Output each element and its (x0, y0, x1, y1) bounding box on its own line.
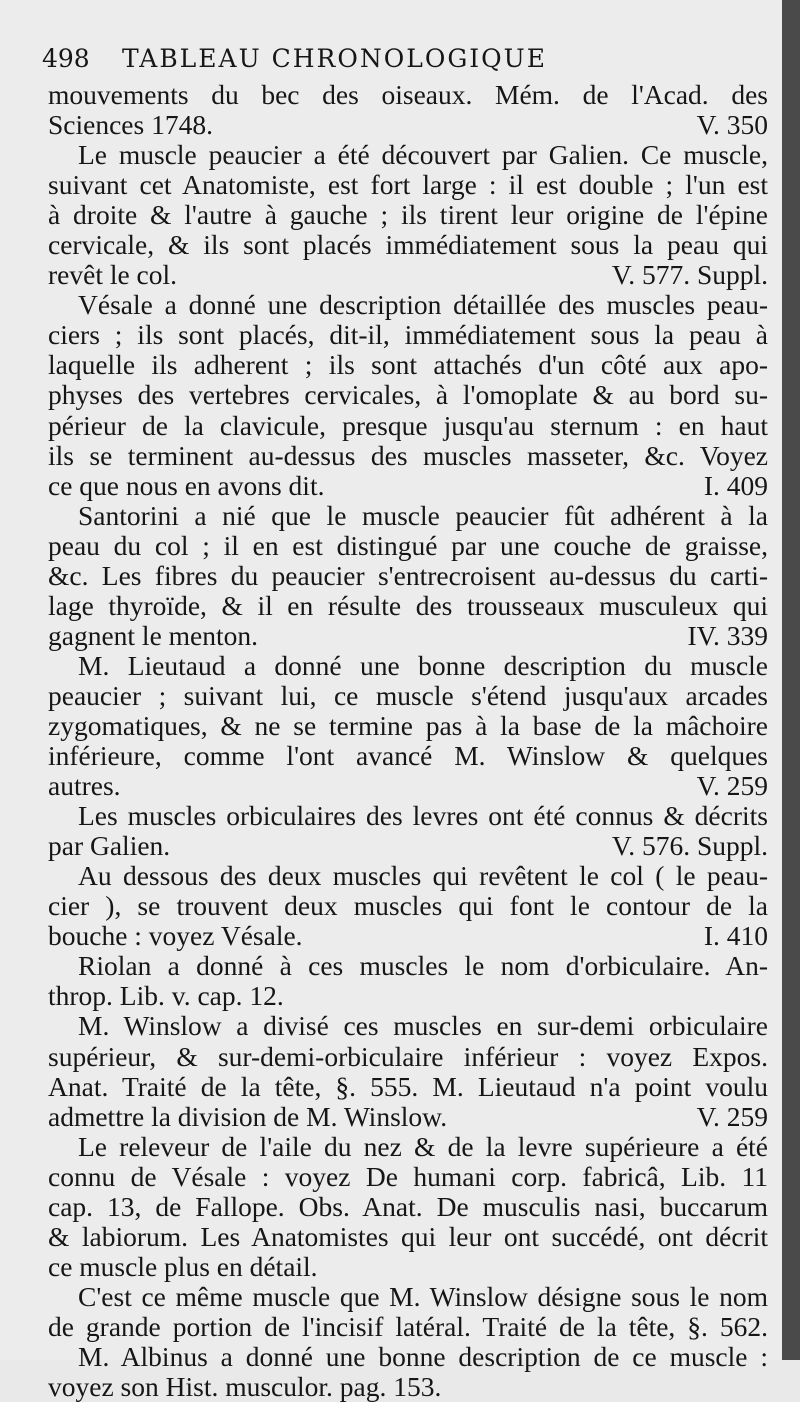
volume-reference: I. 410 (703, 921, 768, 952)
volume-reference: IV. 339 (687, 620, 768, 651)
line-text: revêt le col. (48, 260, 178, 291)
line-text: par Galien. (48, 831, 171, 862)
text-line (48, 771, 768, 801)
text-line: Vésale a donné une description détaillée des muscles peau- (78, 290, 768, 321)
line-text: Sciences 1748. (48, 110, 213, 141)
text-line: & labiorum. Les Anatomistes qui leur ont succédé, ont décrit (48, 1221, 768, 1252)
text-line: throp. Lib. v. cap. 12. (48, 981, 284, 1012)
text-line (48, 260, 768, 290)
text-line: ce muscle plus en détail. (48, 1251, 318, 1282)
running-title: TABLEAU CHRONOLOGIQUE (121, 44, 547, 73)
volume-reference: V. 350 (696, 110, 768, 141)
text-line: cap. 13, de Fallope. Obs. Anat. De musculis nasi, buccarum (48, 1191, 768, 1222)
text-line: Les muscles orbiculaires des levres ont été connus & décrits (78, 801, 768, 832)
text-line: voyez son Hist. musculor. pag. 153. (48, 1372, 442, 1402)
text-line: M. Winslow a divisé ces muscles en sur-demi orbiculaire (78, 1011, 768, 1042)
text-line: M. Lieutaud a donné une bonne description du muscle (78, 650, 768, 681)
volume-reference: V. 576. Suppl. (611, 831, 768, 862)
page-number: 498 (42, 44, 90, 73)
line-text: admettre la division de M. Winslow. (48, 1101, 448, 1132)
text-line: laquelle ils adherent ; ils sont attachés d'un côté aux apo- (48, 350, 768, 381)
text-line: mouvements du bec des oiseaux. Mém. de l'Acad. des (48, 80, 768, 110)
text-line: Anat. Traité de la tête, §. 555. M. Lieutaud n'a point voulu (48, 1071, 768, 1102)
text-line: M. Albinus a donné une bonne description de ce muscle : (78, 1341, 768, 1372)
text-line: connu de Vésale : voyez De humani corp. fabricâ, Lib. 11 (48, 1161, 768, 1192)
text-line: supérieur, & sur-demi-orbiculaire inférieur : voyez Expos. (48, 1041, 768, 1072)
line-text: bouche : voyez Vésale. (48, 921, 303, 952)
text-line: peaucier ; suivant lui, ce muscle s'étend jusqu'aux arcades (48, 680, 768, 711)
text-line: Au dessous des deux muscles qui revêtent le col ( le peau- (78, 861, 768, 892)
volume-reference: V. 259 (696, 771, 768, 802)
line-text: ce que nous en avons dit. (48, 470, 325, 501)
volume-reference: V. 577. Suppl. (611, 260, 768, 291)
line-text: autres. (48, 771, 121, 802)
volume-reference: V. 259 (696, 1101, 768, 1132)
text-line (48, 621, 768, 651)
text-line (48, 1102, 768, 1132)
page-header (42, 44, 762, 73)
text-line: &c. Les fibres du peaucier s'entrecroisent au-dessus du carti- (48, 560, 768, 591)
body-text (48, 80, 768, 1402)
line-text: gagnent le menton. (48, 620, 259, 651)
text-line: zygomatiques, & ne se termine pas à la base de la mâchoire (48, 710, 768, 741)
text-line: Le muscle peaucier a été découvert par Galien. Ce muscle, (78, 140, 768, 171)
text-line: C'est ce même muscle que M. Winslow désigne sous le nom (78, 1281, 768, 1312)
volume-reference: I. 409 (703, 470, 768, 501)
text-line: cier ), se trouvent deux muscles qui font le contour de la (48, 891, 768, 922)
text-line: à droite & l'autre à gauche ; ils tirent leur origine de l'épine (48, 200, 768, 231)
text-line: Santorini a nié que le muscle peaucier fût adhérent à la (78, 500, 768, 531)
text-line: peau du col ; il en est distingué par une couche de graisse, (48, 530, 768, 561)
text-line: lage thyroïde, & il en résulte des trousseaux musculeux qui (48, 590, 768, 621)
text-line (48, 471, 768, 501)
text-line (48, 831, 768, 861)
text-line: cervicale, & ils sont placés immédiatement sous la peau qui (48, 230, 768, 261)
text-line: physes des vertebres cervicales, à l'omoplate & au bord su- (48, 380, 768, 411)
text-line: ils se terminent au-dessus des muscles masseter, &c. Voyez (48, 440, 768, 471)
text-line: de grande portion de l'incisif latéral. Traité de la tête, §. 562. (48, 1311, 768, 1342)
text-line (48, 110, 768, 140)
text-line: inférieure, comme l'ont avancé M. Winslow & quelques (48, 741, 768, 772)
text-line (48, 921, 768, 951)
text-line: ciers ; ils sont placés, dit-il, immédiatement sous la peau à (48, 320, 768, 351)
text-line: périeur de la clavicule, presque jusqu'au sternum : en haut (48, 410, 768, 441)
text-line: Riolan a donné à ces muscles le nom d'orbiculaire. An- (78, 951, 768, 982)
text-line: suivant cet Anatomiste, est fort large : il est double ; l'un est (48, 170, 768, 201)
text-line: Le releveur de l'aile du nez & de la levre supérieure a été (78, 1131, 768, 1162)
